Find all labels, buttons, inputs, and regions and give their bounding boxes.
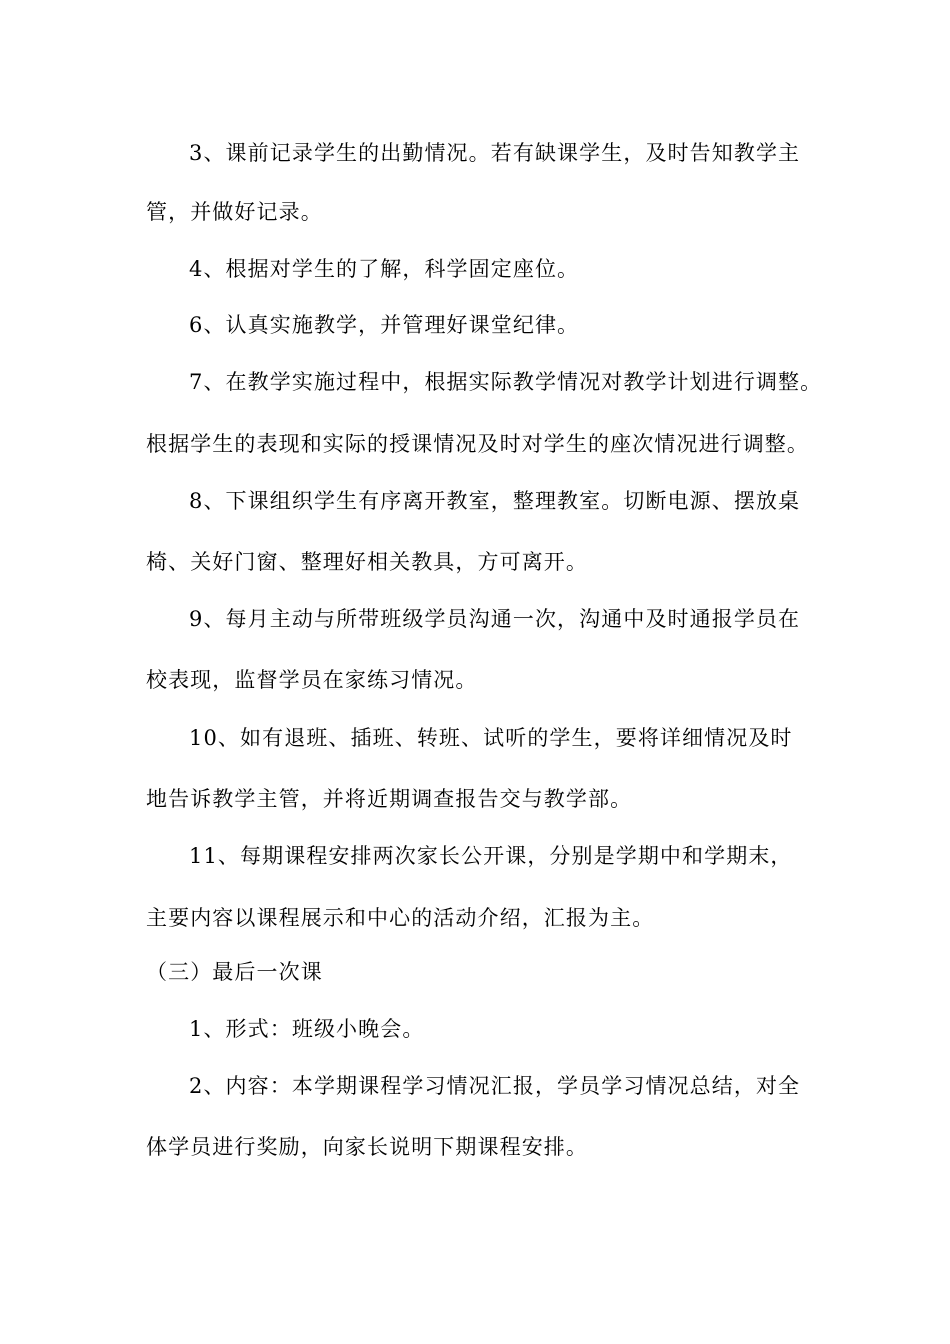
paragraph-item-11-line-2: 主要内容以课程展示和中心的活动介绍，汇报为主。 [146, 906, 655, 930]
paragraph-form: 1、形式：班级小晚会。 [189, 1017, 425, 1041]
paragraph-item-9-line-1: 9、每月主动与所带班级学员沟通一次，沟通中及时通报学员在 [189, 607, 801, 631]
paragraph-item-11-line-1: 11、每期课程安排两次家长公开课，分别是学期中和学期末， [189, 844, 793, 868]
paragraph-item-10-line-1: 10、如有退班、插班、转班、试听的学生，要将详细情况及时 [189, 726, 793, 750]
paragraph-item-7-line-1: 7、在教学实施过程中，根据实际教学情况对教学计划进行调整。 [189, 370, 823, 394]
paragraph-item-9-line-2: 校表现，监督学员在家练习情况。 [146, 668, 478, 692]
paragraph-item-8-line-1: 8、下课组织学生有序离开教室，整理教室。切断电源、摆放桌 [189, 489, 801, 513]
paragraph-content-line-2: 体学员进行奖励，向家长说明下期课程安排。 [146, 1135, 588, 1159]
section-heading: （三）最后一次课 [146, 960, 323, 984]
paragraph-item-7-line-2: 根据学生的表现和实际的授课情况及时对学生的座次情况进行调整。 [146, 432, 809, 456]
paragraph-item-10-line-2: 地告诉教学主管，并将近期调查报告交与教学部。 [146, 787, 633, 811]
paragraph-item-3-line-1: 3、课前记录学生的出勤情况。若有缺课学生，及时告知教学主 [189, 141, 801, 165]
paragraph-item-6: 6、认真实施教学，并管理好课堂纪律。 [189, 313, 580, 337]
paragraph-content-line-1: 2、内容：本学期课程学习情况汇报，学员学习情况总结，对全 [189, 1074, 801, 1098]
paragraph-item-3-line-2: 管，并做好记录。 [146, 200, 323, 224]
paragraph-item-8-line-2: 椅、关好门窗、整理好相关教具，方可离开。 [146, 550, 588, 574]
paragraph-item-4: 4、根据对学生的了解，科学固定座位。 [189, 257, 580, 281]
